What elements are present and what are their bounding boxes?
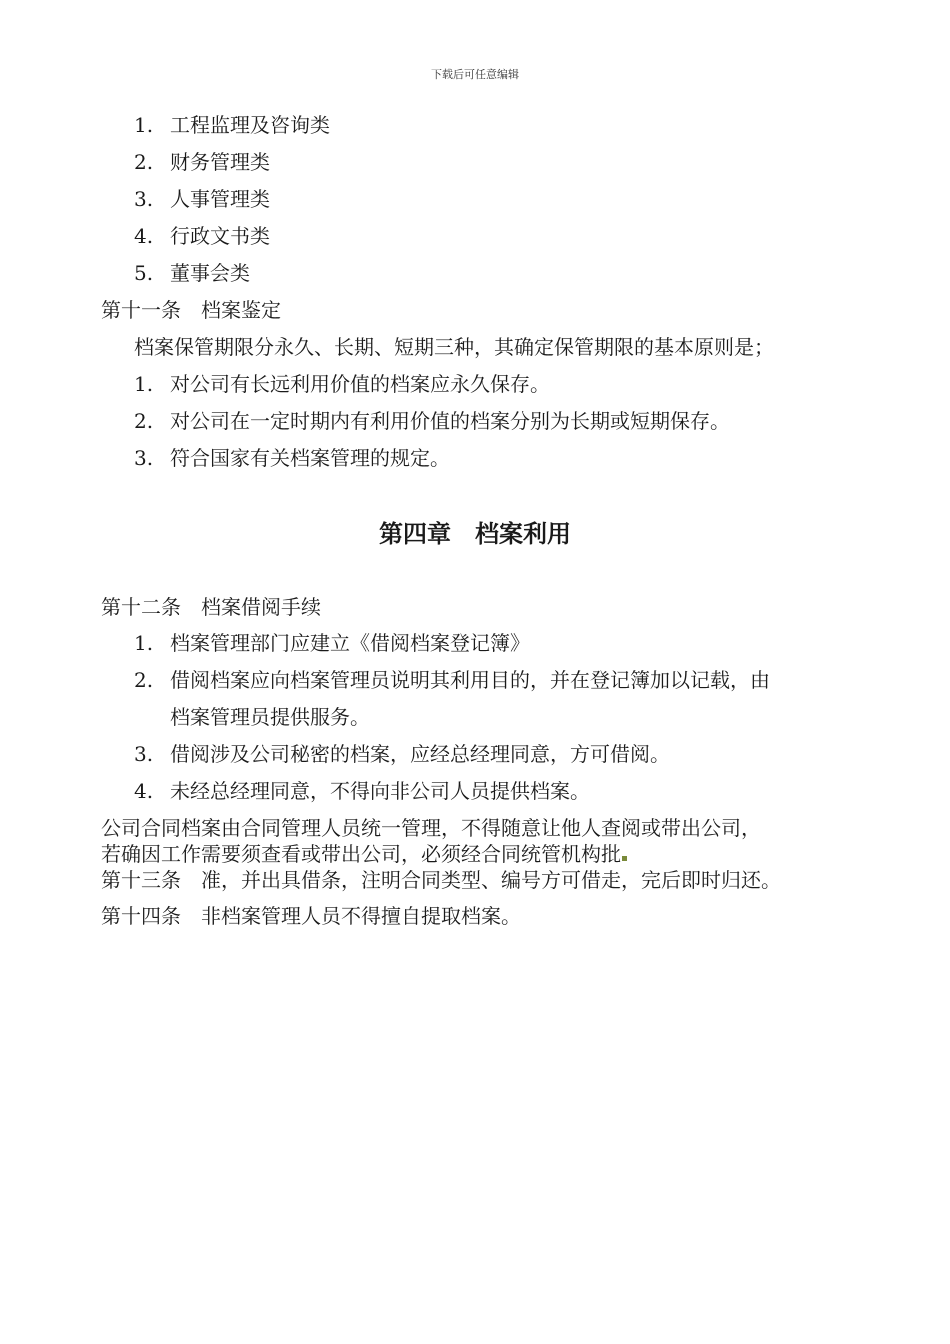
list-item-text: 借阅涉及公司秘密的档案，应经总经理同意，方可借阅。 (170, 742, 670, 766)
edit-marker-icon (622, 856, 627, 861)
article-line (101, 867, 781, 893)
article-label: 第十一条 (101, 298, 181, 322)
list-item-text: 未经总经理同意，不得向非公司人员提供档案。 (170, 779, 590, 803)
list-item-text: 档案管理部门应建立《借阅档案登记簿》 (170, 631, 530, 655)
list-item (134, 741, 670, 767)
list-item-number: 1. (134, 113, 154, 137)
list-item-number: 4. (134, 224, 154, 248)
list-item-text: 借阅档案应向档案管理员说明其利用目的，并在登记簿加以记载，由 (170, 668, 770, 692)
list-item-text: 人事管理类 (170, 187, 270, 211)
article-label: 第十四条 (101, 904, 181, 928)
list-item (134, 112, 330, 138)
article-text: 非档案管理人员不得擅自提取档案。 (201, 904, 521, 928)
list-item-number: 3. (134, 742, 154, 766)
list-item-text: 符合国家有关档案管理的规定。 (170, 446, 450, 470)
list-item-number: 3. (134, 187, 154, 211)
list-item-number: 1. (134, 631, 154, 655)
article-heading (101, 594, 321, 620)
list-item (134, 667, 770, 693)
list-item-number: 4. (134, 779, 154, 803)
contract-paragraph-text: 若确因工作需要须查看或带出公司，必须经合同统管机构批 (101, 842, 621, 866)
list-item-text: 对公司在一定时期内有利用价值的档案分别为长期或短期保存。 (170, 409, 730, 433)
list-item-text: 行政文书类 (170, 224, 270, 248)
article-title: 档案借阅手续 (201, 595, 321, 619)
article-label: 第十三条 (101, 868, 181, 892)
contract-paragraph-line (101, 841, 627, 867)
list-item (134, 260, 250, 286)
list-item-number: 3. (134, 446, 154, 470)
list-item (134, 223, 270, 249)
list-item-text: 董事会类 (170, 261, 250, 285)
article-heading (101, 297, 281, 323)
list-item (134, 371, 550, 397)
list-item-number: 2. (134, 409, 154, 433)
article-title: 档案鉴定 (201, 298, 281, 322)
list-item (134, 630, 530, 656)
list-item-number: 2. (134, 150, 154, 174)
list-item (134, 778, 590, 804)
article-text: 准，并出具借条，注明合同类型、编号方可借走，完后即时归还。 (201, 868, 781, 892)
article-intro: 档案保管期限分永久、长期、短期三种，其确定保管期限的基本原则是； (134, 335, 774, 359)
list-item (134, 186, 270, 212)
list-item-text: 工程监理及咨询类 (170, 113, 330, 137)
list-item-text: 财务管理类 (170, 150, 270, 174)
list-item-text: 对公司有长远利用价值的档案应永久保存。 (170, 372, 550, 396)
list-item-number: 1. (134, 372, 154, 396)
list-item-number: 5. (134, 261, 154, 285)
article-line (101, 903, 521, 929)
page-header-note: 下载后可任意编辑 (431, 68, 519, 81)
list-item (134, 408, 730, 434)
contract-paragraph-line: 公司合同档案由合同管理人员统一管理，不得随意让他人查阅或带出公司， (101, 816, 761, 840)
list-item-continuation: 档案管理员提供服务。 (170, 705, 370, 729)
list-item (134, 149, 270, 175)
article-label: 第十二条 (101, 595, 181, 619)
chapter-title: 第四章 档案利用 (379, 520, 571, 548)
list-item (134, 445, 450, 471)
list-item-number: 2. (134, 668, 154, 692)
